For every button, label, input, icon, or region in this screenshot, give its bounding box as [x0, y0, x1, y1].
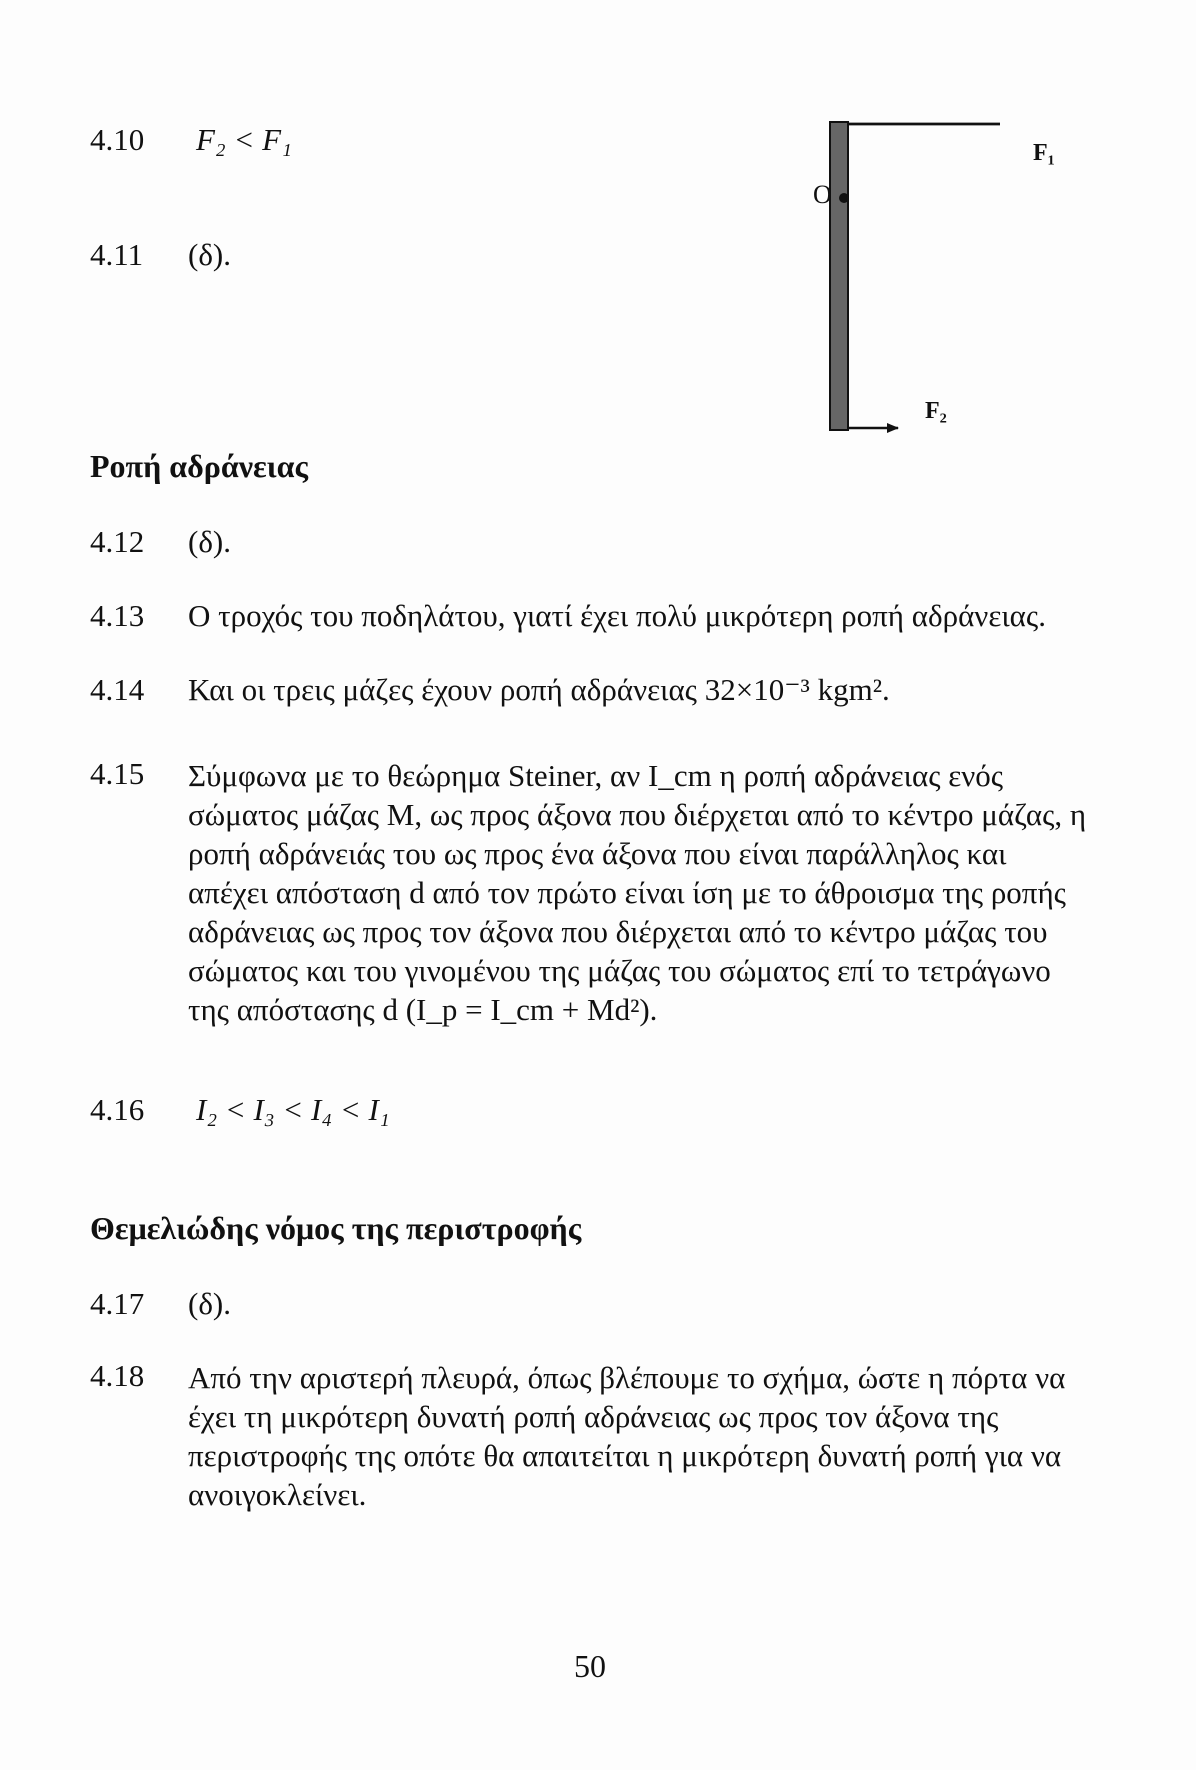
- section-heading-fundamental-law: Θεμελιώδης νόμος της περιστροφής: [90, 1210, 582, 1246]
- item-number-4-15: 4.15: [90, 756, 145, 791]
- item-number-4-17: 4.17: [90, 1286, 145, 1321]
- paragraph-4-15-line: Σύμφωνα με το θεώρημα Steiner, αν I_cm η ροπή αδράνειας ενός: [188, 758, 1004, 793]
- item-number-4-13: 4.13: [90, 598, 145, 633]
- item-number-4-16: 4.16: [90, 1092, 145, 1127]
- item-number-4-14: 4.14: [90, 672, 145, 707]
- paragraph-4-15-line: αδράνειας ως προς τον άξονα που διέρχεται από το κέντρο μάζας του: [188, 914, 1048, 949]
- bottom-force-label: F₂: [925, 398, 947, 424]
- paragraph-4-18: [188, 1358, 1088, 1514]
- answer-4-11: (δ).: [188, 237, 232, 272]
- item-number-4-18: 4.18: [90, 1358, 145, 1393]
- answer-4-13: Ο τροχός του ποδηλάτου, γιατί έχει πολύ μικρότερη ροπή αδράνειας.: [188, 598, 1046, 633]
- paragraph-4-15-line: απέχει απόσταση d από τον πρώτο είναι ίση με το άθροισμα της ροπής: [188, 875, 1066, 910]
- section-heading-moment-of-inertia: Ροπή αδράνειας: [90, 448, 308, 484]
- answer-4-17: (δ).: [188, 1286, 232, 1321]
- item-number-4-12: 4.12: [90, 524, 145, 559]
- page-number: 50: [574, 1648, 606, 1684]
- answer-4-12: (δ).: [188, 524, 232, 559]
- pivot-label: O: [813, 180, 832, 209]
- paragraph-4-18-line: Από την αριστερή πλευρά, όπως βλέπουμε το σχήμα, ώστε η πόρτα να: [188, 1360, 1066, 1395]
- rod: [830, 122, 848, 430]
- paragraph-4-15-line: ροπή αδράνειάς του ως προς ένα άξονα που είναι παράλληλος και: [188, 836, 1007, 871]
- paragraph-4-15-line: σώματος μάζας M, ως προς άξονα που διέρχεται από το κέντρο μάζας, η: [188, 797, 1087, 832]
- answer-4-14: Και οι τρεις μάζες έχουν ροπή αδράνειας 32×10⁻³ kgm².: [188, 672, 890, 707]
- paragraph-4-15: [188, 756, 1088, 1029]
- paragraph-4-18-line: έχει τη μικρότερη δυνατή ροπή αδράνειας ως προς τον άξονα της: [188, 1399, 999, 1434]
- item-number-4-11: 4.11: [90, 237, 144, 272]
- top-force-label: F₁: [1033, 140, 1055, 166]
- paragraph-4-18-line: ανοιγοκλείνει.: [188, 1477, 367, 1512]
- answer-4-10: F₂ < F₁: [196, 122, 292, 157]
- answer-4-16: I₂ < I₃ < I₄ < I₁: [196, 1092, 390, 1127]
- pivot-point: [839, 193, 849, 203]
- paragraph-4-15-line: της απόστασης d (I_p = I_cm + Md²).: [188, 992, 658, 1027]
- item-number-4-10: 4.10: [90, 122, 145, 157]
- paragraph-4-15-line: σώματος και του γινομένου της μάζας του σώματος επί το τετράγωνο: [188, 953, 1051, 988]
- rod-force-figure: [740, 110, 1000, 440]
- paragraph-4-18-line: περιστροφής της οπότε θα απαιτείται η μικρότερη δυνατή ροπή για να: [188, 1438, 1062, 1473]
